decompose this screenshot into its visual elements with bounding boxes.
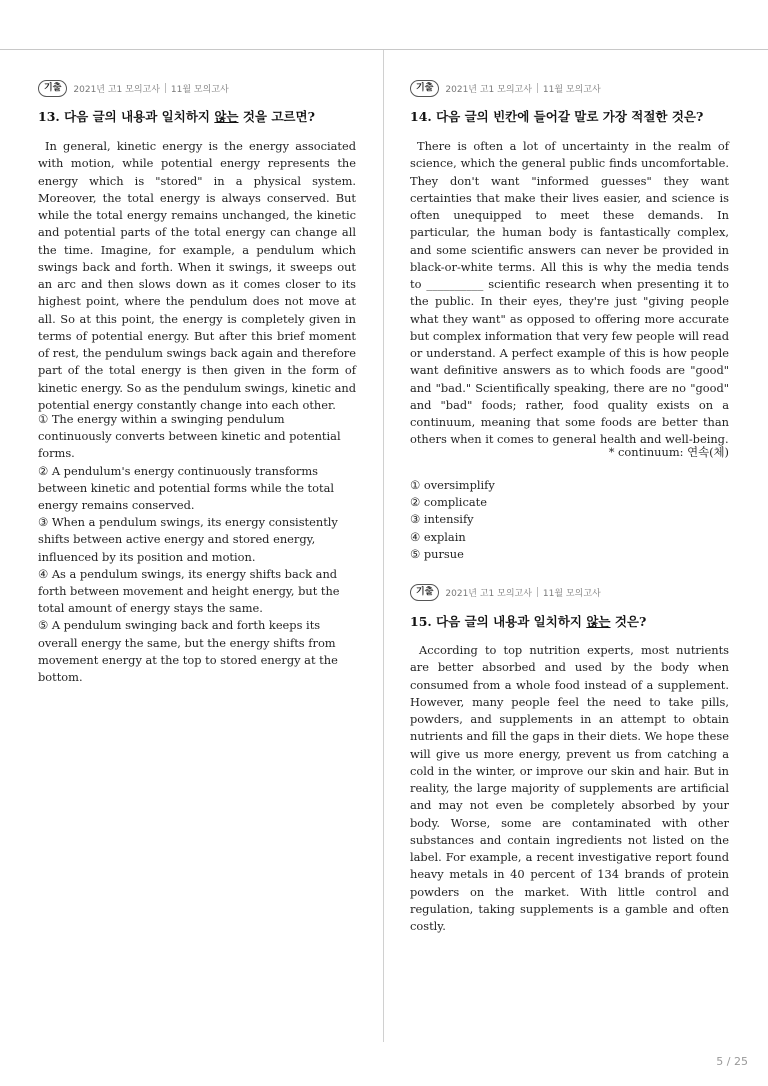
separator: [537, 587, 538, 597]
q15-title-emphasis: 않는: [586, 614, 611, 629]
q13-title: [38, 107, 315, 125]
header-rule: [0, 49, 768, 50]
separator: [537, 83, 538, 93]
exam-year: 2021년 고1 모의고사: [445, 588, 532, 599]
q14-choice-5[interactable]: ⑤ pursue: [410, 546, 464, 561]
q14-passage: There is often a lot of uncertainty in the realm of science, which the general public finds uncomfortable. They don't want "informed guesses" they want certainties that make their lives easier, and science is often unequipped to meet these demands. In particular, the human body is fantastically complex, and some scientific answers can never be provided in black-or-white terms. All this is why the media tends to __________ scientific research when presenting it to the public. In their eyes, they're just "giving people what they want" as opposed to offering more accurate but complex information that very few people will read or understand. A perfect example of this is how people want definitive answers as to which foods are "good" and "bad." Scientifically speaking, there are no "good" and "bad" foods; rather, food quality exists on a continuum, meaning that some foods are better than others when it comes to general health and well-being.: [410, 139, 729, 447]
q13-choice-5[interactable]: ⑤ A pendulum swinging back and forth keeps its overall energy the same, but the energy shifts from movement energy at the top to stored energy at the bottom.: [38, 618, 338, 685]
page-number: 5 / 25: [716, 1055, 748, 1068]
exam-year: 2021년 고1 모의고사: [73, 84, 160, 95]
column-divider: [383, 50, 384, 1042]
q13-source-label: [38, 79, 229, 97]
q15-source-label: [410, 583, 601, 601]
q13-choices: [38, 411, 356, 686]
exam-tag: 기출: [38, 80, 67, 97]
q13-choice-3[interactable]: ③ When a pendulum swings, its energy consistently shifts between active energy and stored energy, influenced by its position and motion.: [38, 515, 338, 564]
separator: [165, 83, 166, 93]
q14-title: 14. 다음 글의 빈칸에 들어갈 말로 가장 적절한 것은?: [410, 109, 704, 124]
q15-title: [410, 612, 646, 630]
exam-year: 2021년 고1 모의고사: [445, 84, 532, 95]
q13-title-end: 것을 고르면?: [238, 109, 315, 124]
q14-choice-3[interactable]: ③ intensify: [410, 512, 474, 527]
exam-tag: 기출: [410, 584, 439, 601]
exam-month: 11월 모의고사: [542, 84, 601, 95]
q14-footnote: * continuum: 연속(체): [608, 445, 729, 459]
q13-title-text: 13. 다음 글의 내용과 일치하지: [38, 109, 215, 124]
q14-choice-1[interactable]: ① oversimplify: [410, 478, 495, 492]
q15-title-text: 15. 다음 글의 내용과 일치하지: [410, 614, 587, 629]
q13-choice-2[interactable]: ② A pendulum's energy continuously transforms between kinetic and potential forms while the total energy remains conserved.: [38, 463, 335, 513]
q13-choice-4[interactable]: ④ As a pendulum swings, its energy shifts back and forth between movement and height energy, but the total amount of energy stays the same.: [38, 566, 340, 616]
exam-month: 11월 모의고사: [170, 84, 229, 95]
q14-choices: [410, 477, 729, 563]
q15-title-end: 것은?: [610, 614, 647, 629]
q14-source-label: [410, 79, 601, 97]
q13-title-emphasis: 않는: [214, 109, 239, 124]
q14-choice-4[interactable]: ④ explain: [410, 529, 466, 544]
exam-tag: 기출: [410, 80, 439, 97]
q15-passage: According to top nutrition experts, most nutrients are better absorbed and used by the body when consumed from a whole food instead of a supplement. However, many people feel the need to take pills, powders, and supplements in an attempt to obtain nutrients and fill the gaps in their diets. We hope these will give us more energy, prevent us from catching a cold in the winter, or improve our skin and hair. But in reality, the large majority of supplements are artificial and may not even be completely absorbed by your body. Worse, some are contaminated with other substances and contain ingredients not listed on the label. For example, a recent investigative report found heavy metals in 40 percent of 134 brands of protein powders on the market. With little control and regulation, taking supplements is a gamble and often costly.: [410, 643, 729, 933]
q13-passage: In general, kinetic energy is the energy associated with motion, while potential energy represents the energy which is "stored" in a physical system. Moreover, the total energy is always conserved. But while the total energy remains unchanged, the kinetic and potential parts of the total energy can change all the time. Imagine, for example, a pendulum which swings back and forth. When it swings, it sweeps out an arc and then slows down as it comes closer to its highest point, where the pendulum does not move at all. So at this point, the energy is completely given in terms of potential energy. But after this brief moment of rest, the pendulum swings back again and therefore part of the total energy is then given in the form of kinetic energy. So as the pendulum swings, kinetic and potential energy constantly change into each other.: [38, 139, 356, 412]
q13-choice-1[interactable]: ① The energy within a swinging pendulum continuously converts between kinetic and potential forms.: [38, 412, 341, 461]
exam-month: 11월 모의고사: [542, 588, 601, 599]
q14-choice-2[interactable]: ② complicate: [410, 495, 487, 510]
